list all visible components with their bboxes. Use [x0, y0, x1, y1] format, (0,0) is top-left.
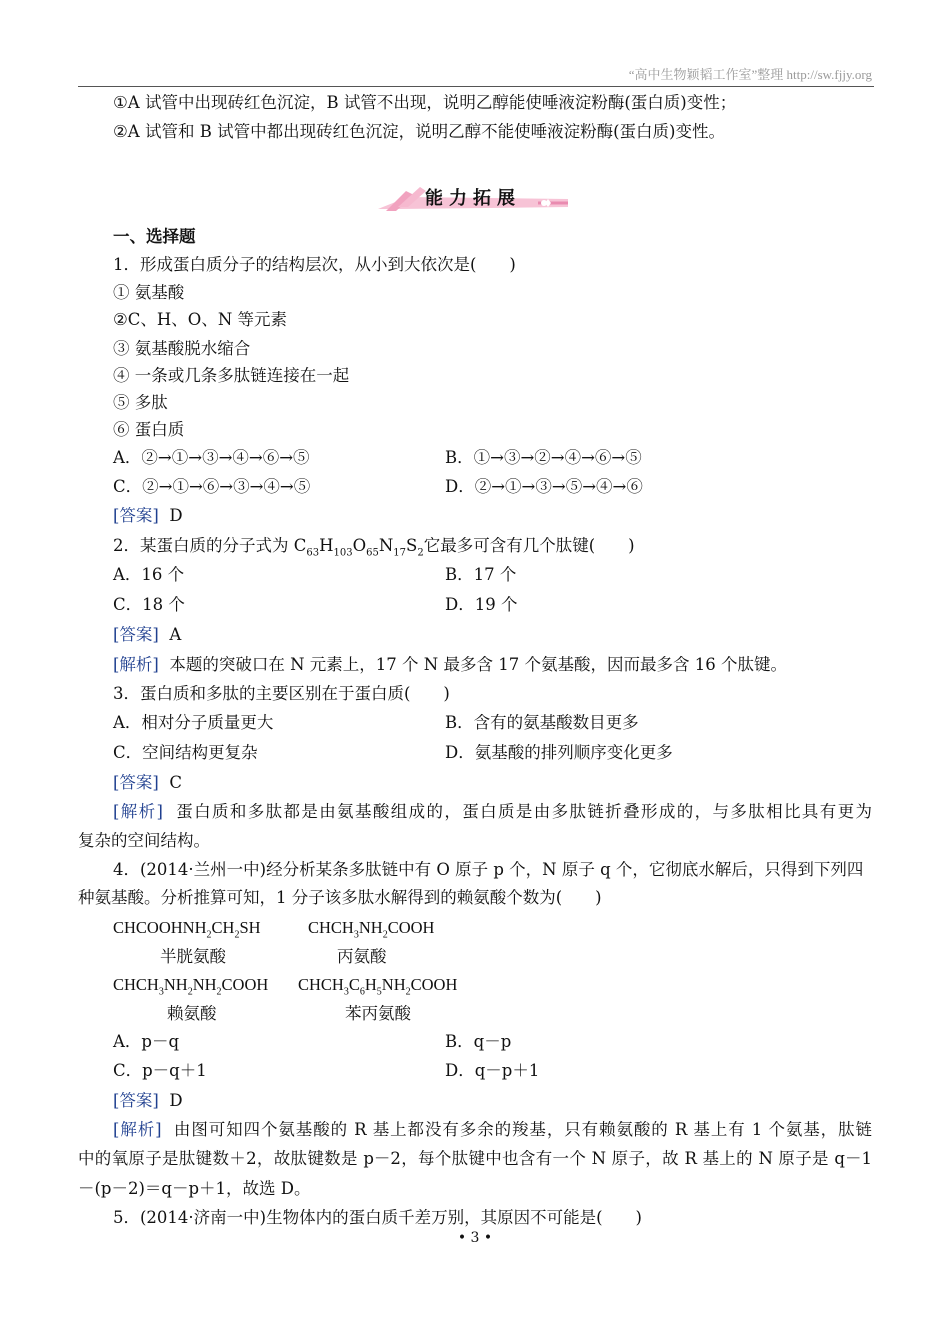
q1-item-6: ⑥ 蛋白质 [113, 420, 185, 439]
q1-item-1: ① 氨基酸 [113, 283, 185, 302]
page-header: “高中生物颖韬工作室”整理 http://sw.fjjy.org [628, 67, 872, 82]
q3-option-c: C．空间结构更复杂 [113, 743, 258, 762]
q4-analysis-line-1 [113, 1119, 872, 1141]
analysis-tag: [解析] [113, 802, 163, 821]
header-rule [78, 86, 874, 87]
name-lysine: 赖氨酸 [167, 1004, 217, 1023]
q3-option-d: D．氨基酸的排列顺序变化更多 [445, 743, 673, 762]
q2-option-a: A．16 个 [113, 565, 185, 584]
answer-value: C [169, 773, 182, 792]
banner-title: 能力拓展 [425, 188, 521, 209]
q1-stem: 1．形成蛋白质分子的结构层次，从小到大依次是( ) [113, 255, 516, 274]
q2-analysis [113, 654, 787, 676]
q2-stem: 2．某蛋白质的分子式为 $C_{63}H_{103}O_{65}N_{17}S_2$它最多可含有几个肽键( ) [113, 536, 635, 559]
answer-tag: [答案] [113, 625, 159, 644]
q1-option-b: B．①→③→②→④→⑥→⑤ [445, 448, 642, 467]
q1-item-3: ③ 氨基酸脱水缩合 [113, 339, 251, 358]
answer-value: D [169, 1091, 183, 1110]
q3-answer [113, 772, 182, 794]
q3-option-a: A．相对分子质量更大 [113, 713, 274, 732]
formula-alanine: $CHCH_3NH_2COOH$ [308, 918, 435, 941]
name-cysteine: 半胱氨酸 [160, 947, 226, 966]
intro-line-2: ②A 试管和 B 试管中都出现砖红色沉淀，说明乙醇不能使唾液淀粉酶(蛋白质)变性。 [113, 122, 725, 141]
answer-value: A [169, 625, 182, 644]
formula-lysine: $CHCH_3NH_2NH_2COOH$ [113, 975, 269, 998]
q1-item-4: ④ 一条或几条多肽链连接在一起 [113, 366, 350, 385]
section-title: 一、选择题 [113, 227, 196, 246]
analysis-tag: [解析] [113, 1120, 162, 1139]
answer-tag: [答案] [113, 1091, 159, 1110]
q4-stem-line-1: 4．(2014·兰州一中)经分析某条多肽链中有 O 原子 p 个，N 原子 q 个，它彻底水解后，只得到下列四 [113, 860, 864, 879]
answer-tag: [答案] [113, 506, 159, 525]
analysis-text: 蛋白质和多肽都是由氨基酸组成的，蛋白质是由多肽链折叠形成的，与多肽相比具有更为 [176, 802, 872, 821]
q3-analysis-line-2: 复杂的空间结构。 [78, 831, 210, 850]
q3-option-b: B．含有的氨基酸数目更多 [445, 713, 639, 732]
q4-analysis-line-3: －(p－2)＝q－p＋1，故选 D。 [78, 1179, 311, 1198]
name-alanine: 丙氨酸 [337, 947, 387, 966]
q4-option-b: B．q－p [445, 1032, 512, 1051]
answer-value: D [169, 506, 183, 525]
q3-analysis-line-1 [113, 801, 872, 823]
q4-option-c: C．p－q＋1 [113, 1061, 207, 1080]
q5-stem: 5．(2014·济南一中)生物体内的蛋白质千差万别，其原因不可能是( ) [113, 1208, 642, 1227]
q2-option-d: D．19 个 [445, 595, 518, 614]
intro-line-1: ①A 试管中出现砖红色沉淀，B 试管不出现，说明乙醇能使唾液淀粉酶(蛋白质)变性； [113, 93, 737, 112]
q1-option-d: D．②→①→③→⑤→④→⑥ [445, 477, 643, 496]
q1-option-c: C．②→①→⑥→③→④→⑤ [113, 477, 311, 496]
q1-answer [113, 505, 183, 527]
q4-option-d: D．q－p＋1 [445, 1061, 540, 1080]
analysis-text: 本题的突破口在 N 元素上，17 个 N 最多含 17 个氨基酸，因而最多含 16 个肽键。 [169, 655, 787, 674]
q4-option-a: A．p－q [113, 1032, 180, 1051]
formula-phenylalanine: $CHCH_3C_6H_5NH_2COOH$ [298, 975, 458, 998]
q2-answer [113, 624, 181, 646]
analysis-text: 由图可知四个氨基酸的 R 基上都没有多余的羧基，只有赖氨酸的 R 基上有 1 个氨基，肽链 [173, 1120, 872, 1139]
name-phenylalanine: 苯丙氨酸 [345, 1004, 411, 1023]
analysis-tag: [解析] [113, 655, 159, 674]
answer-tag: [答案] [113, 773, 159, 792]
q3-stem: 3．蛋白质和多肽的主要区别在于蛋白质( ) [113, 684, 450, 703]
q2-option-c: C．18 个 [113, 595, 185, 614]
q4-analysis-line-2: 中的氧原子是肽键数＋2，故肽键数是 p－2，每个肽键中也含有一个 N 原子，故 R 基上的 N 原子是 q－1 [78, 1149, 872, 1168]
q1-option-a: A．②→①→③→④→⑥→⑤ [113, 448, 310, 467]
q1-item-2: ②C、H、O、N 等元素 [113, 310, 288, 329]
page-number: • 3 • [457, 1230, 493, 1246]
q4-answer [113, 1090, 183, 1112]
formula-cysteine: $CHCOOHNH_2CH_2SH$ [113, 918, 261, 941]
q2-option-b: B．17 个 [445, 565, 517, 584]
q1-item-5: ⑤ 多肽 [113, 393, 168, 412]
q4-stem-line-2: 种氨基酸。分析推算可知，1 分子该多肽水解得到的赖氨酸个数为( ) [78, 888, 602, 907]
